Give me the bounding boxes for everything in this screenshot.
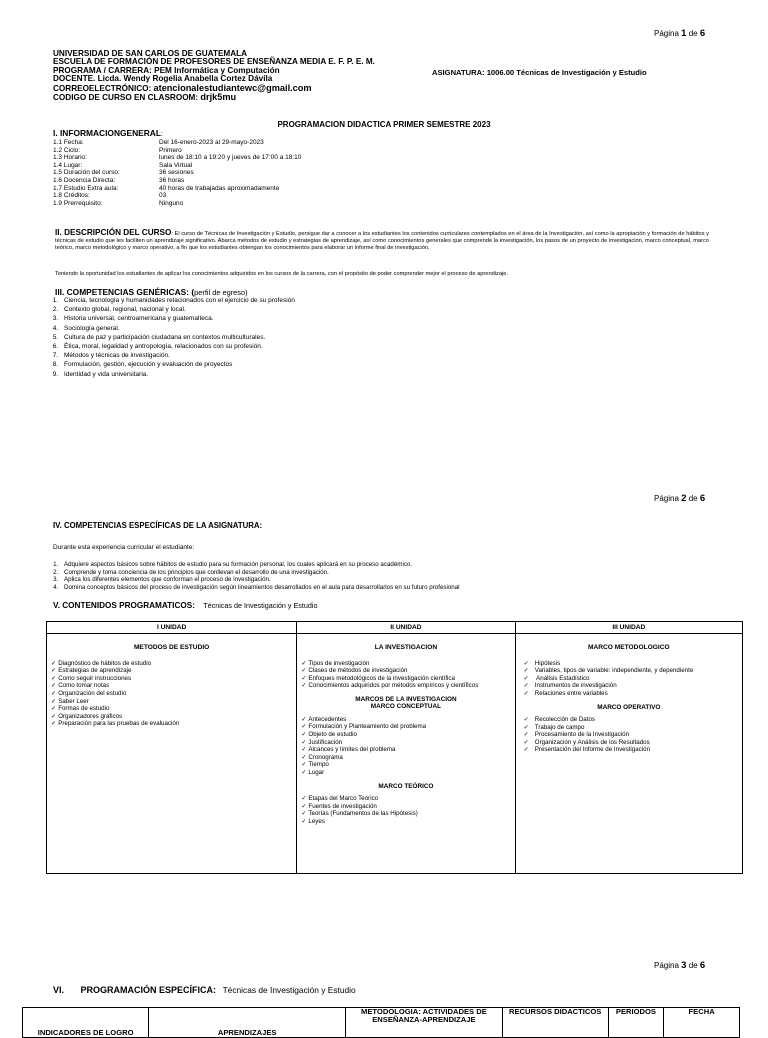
unit-2-conceptual-item: ✓ Objeto de estudio [301, 731, 510, 739]
unit-1-item: ✓ Como seguir instrucciones [51, 675, 292, 683]
course-description [55, 229, 709, 252]
page-label-num: 1 [681, 28, 687, 39]
section-1-title [53, 128, 163, 138]
info-label: 1.4 Lugar: [53, 161, 83, 169]
specific-competency-item: 2. Comprende y toma conciencia de los principios que conllevan el desarrollo de una investigación. [60, 569, 740, 577]
info-row [53, 185, 301, 193]
competency-item: 9. Identidad y vida universitaria. [60, 370, 660, 379]
page-label-of: de [688, 29, 698, 38]
unit-1-item: ✓ Saber Leer [51, 698, 292, 706]
info-row [53, 200, 301, 208]
info-value: 36 sesiones [159, 169, 194, 177]
unit-3-list-2 [520, 716, 738, 754]
col-aprendizajes: APRENDIZAJES [149, 1008, 346, 1038]
page-label-num: 3 [681, 960, 687, 971]
section-4-intro: Durante esta experiencia curricular el estudiante: [53, 544, 195, 551]
page-number-1 [654, 28, 705, 39]
info-value: Primero [159, 146, 182, 154]
content-units-table [46, 621, 743, 874]
unit-3-header: III UNIDAD [515, 622, 742, 634]
subject-line: ASIGNATURA: 1006.00 Técnicas de Investigación y Estudio [432, 68, 647, 77]
competency-item: 4. Sociología general. [60, 324, 660, 333]
info-label: 1.2 Ciclo: [53, 146, 81, 154]
unit-3-operative-item: ✓ Trabajo de campo [520, 724, 738, 732]
unit-2-conceptual-item: ✓ Cronograma [301, 754, 510, 762]
info-value: Del 16-enero-2023 al 29-mayo-2023 [159, 139, 264, 146]
info-row [53, 169, 301, 177]
unit-1-item: ✓ Diagnóstico de hábitos de estudio [51, 660, 292, 668]
unit-1-title: METODOS DE ESTUDIO [133, 644, 210, 651]
section-1-heading: I. INFORMACIONGENERAL [53, 128, 161, 138]
unit-3-operative-item: ✓ Organización y Análisis de los Resultados [520, 739, 738, 747]
info-value: Sala Virtual [159, 161, 193, 169]
unit-3-item: ✓ Instrumentos de investigación [520, 682, 738, 690]
info-value: Ninguno [159, 199, 184, 207]
unit-2-item: ✓ Conocimientos adquiridos por métodos empíricos y científicos [301, 682, 510, 690]
unit-1-content [47, 634, 297, 874]
section-6-title [53, 985, 356, 995]
competency-item: 5. Cultura de paz y participación ciudadana en contextos multiculturales. [60, 333, 660, 342]
info-label: 1.6 Docencia Directa: [53, 176, 116, 184]
unit-3-operative-item: ✓ Procesamiento de la Investigación [520, 731, 738, 739]
unit-1-item: ✓ Preparación para las pruebas de evaluación [51, 720, 292, 728]
competency-item: 6. Ética, moral, legalidad y antropología, relacionados con su profesión. [60, 342, 660, 351]
section-5-subtitle: Técnicas de Investigación y Estudio [203, 601, 318, 610]
program-line: PROGRAMA / CARRERA: PEM Informática y Computación [53, 65, 280, 75]
document-header [53, 50, 375, 102]
unit-2-conceptual-item: ✓ Lugar [301, 769, 510, 777]
unit-3-item: ✓ Hipótesis [520, 660, 738, 668]
competency-item: 1. Ciencia, tecnología y humanidades relacionados con el ejercicio de su profesión [60, 296, 660, 305]
unit-2-list [301, 660, 510, 690]
info-row [53, 192, 301, 200]
document-title: PROGRAMACION DIDACTICA PRIMER SEMESTRE 2023 [277, 120, 491, 129]
info-label: 1.9 Prerrequisito: [53, 199, 103, 207]
competency-item: 8. Formulación, gestión, ejecución y evaluación de proyectos [60, 360, 660, 369]
info-label: 1.8 Créditos: [53, 192, 90, 200]
unit-2-theoretical-item: ✓ Leyes [301, 818, 510, 826]
info-value: 03 [159, 192, 167, 200]
section-6-subtitle: Técnicas de Investigación y Estudio [222, 985, 356, 995]
classroom-code-label: CODIGO DE CURSO EN CLASROOM: [53, 93, 201, 103]
section-5-title [53, 601, 317, 610]
classroom-code-line [53, 93, 375, 102]
page-number-3 [654, 960, 705, 971]
unit-3-content [515, 634, 742, 874]
unit-2-theoretical-item: ✓ Etapas del Marco Teórico [301, 795, 510, 803]
section-3-subtitle: perfil de egreso) [194, 288, 248, 297]
specific-competency-item: 1. Adquiere aspectos básicos sobre hábitos de estudio para su formación personal, los cuales aplicará en su proceso académico. [60, 561, 740, 569]
unit-1-item: ✓ Estrategias de aprendizaje [51, 667, 292, 675]
general-info-table [53, 139, 301, 207]
competency-item: 7. Métodos y técnicas de investigación. [60, 351, 660, 360]
unit-2-content [297, 634, 515, 874]
email-label: CORREOELECTRÓNICO: [53, 83, 154, 93]
specific-competencies-list [40, 561, 740, 591]
unit-3-list [520, 660, 738, 698]
col-fecha: FECHA [664, 1008, 740, 1038]
unit-2-item: ✓ Enfoques metodológicos de la investigación científica [301, 675, 510, 683]
generic-competencies-list [40, 296, 660, 379]
info-label: 1.1 Fecha: [53, 139, 84, 146]
teacher-line: DOCENTE. Licda. Wendy Rogelia Anabella Cortez Dávila [53, 74, 273, 84]
unit-2-theoretical-item: ✓ Fuentes de investigación [301, 803, 510, 811]
unit-2-list-2 [301, 716, 510, 777]
section-1-colon: : [160, 129, 164, 138]
col-indicadores: INDICADORES DE LOGRO [23, 1008, 149, 1038]
info-row [53, 139, 301, 147]
section-6-heading: PROGRAMACIÓN ESPECÍFICA: [80, 985, 217, 995]
info-label: 1.5 Duración del curso: [53, 169, 120, 177]
unit-1-item: ✓ Organizadores gráficos [51, 713, 292, 721]
page-label-of: de [688, 494, 698, 503]
page-number-2 [654, 493, 705, 504]
unit-2-item: ✓ Tipos de investigación [301, 660, 510, 668]
competency-item: 3. Historia universal, centroamericana y guatemalteca. [60, 314, 660, 323]
section-4-title: IV. COMPETENCIAS ESPECÍFICAS DE LA ASIGNATURA: [53, 521, 263, 530]
specific-competency-item: 4. Domina conceptos básicos del proceso de investigación según lineamientos desarrollados en el aula para desarrollarlos en su futuro profesional [60, 584, 740, 592]
info-label: 1.7 Estudio Extra aula: [53, 184, 119, 192]
page-label-of: de [688, 961, 698, 970]
unit-3-subheading: MARCO OPERATIVO [597, 703, 661, 711]
info-label: 1.3 Horario: [53, 154, 87, 162]
section-3-heading: III. COMPETENCIAS GENÉRICAS: ( [55, 287, 195, 297]
classroom-code-value: drjk5mu [200, 92, 237, 103]
competency-item: 2. Contexto global, regional, nacional y local. [60, 305, 660, 314]
unit-2-subheading-1-line2: MARCO CONCEPTUAL [370, 703, 442, 711]
unit-3-item: ✓ Variables, tipos de variable: independiente, y dependiente [520, 667, 738, 675]
unit-2-item: ✓ Clases de métodos de investigación [301, 667, 510, 675]
school-name: ESCUELA DE FORMACIÓN DE PROFESORES DE ENSEÑANZA MEDIA E. F. P. E. M. [53, 57, 375, 67]
unit-3-item: ✓ Análisis Estadístico [520, 675, 738, 683]
specific-competency-item: 3. Aplica los diferentes elementos que conforman el proceso de investigación. [60, 576, 740, 584]
unit-2-subheading-1 [301, 696, 510, 711]
unit-2-subheading-1-line1: MARCOS DE LA INVESTIGACION [355, 695, 457, 703]
unit-2-theoretical-item: ✓ Teorías (Fundamentos de las Hipótesis) [301, 810, 510, 818]
page-label-total: 6 [699, 28, 706, 39]
university-name: UNIVERSIDAD DE SAN CARLOS DE GUATEMALA [53, 49, 248, 58]
page-label-prefix: Página [654, 29, 679, 38]
email-value: atencionalestudiantewc@gmail.com [153, 82, 312, 93]
page-label-prefix: Página [654, 961, 679, 970]
unit-1-item: ✓ Organización del estudio [51, 690, 292, 698]
unit-1-list [51, 660, 292, 728]
page-label-prefix: Página [654, 494, 679, 503]
section-2-text: : El curso de Técnicas de Investigación y Estudio, persigue dar a conocer a los estudiantes los contenidos curriculares contemplados en el área de la Investigación, así como la apropiación y formación de hábitos y técnicas de estudio que les faciliten un aprendizaje significativo. Abarca métodos de estudio y estrategias de aprendizaje, así como conocimientos generales que comprende la investigación, los pasos de un proyecto de investigación, marco conceptual, marco teórico, marco metodológico y marco operativo, a fin que los estudiantes obtengan los conocimientos para elaborar un informe final de investigación. [55, 231, 709, 251]
unit-2-conceptual-item: ✓ Justificación [301, 739, 510, 747]
section-5-heading: V. CONTENIDOS PROGRAMATICOS: [53, 601, 195, 610]
page-label-total: 6 [699, 493, 706, 504]
col-periodos: PERIODOS [608, 1008, 664, 1038]
section-2-title: II. DESCRIPCIÓN DEL CURSO [55, 228, 172, 237]
page-label-num: 2 [681, 493, 687, 504]
info-row [53, 154, 301, 162]
unit-2-conceptual-item: ✓ Alcances y límites del problema [301, 746, 510, 754]
unit-2-list-3 [301, 795, 510, 825]
info-value: 40 horas de trabajadas aproximadamente [159, 184, 280, 192]
unit-1-item: ✓ Como tomar notas [51, 682, 292, 690]
info-row [53, 162, 301, 170]
section-6-number: VI. [53, 985, 65, 995]
unit-3-item: ✓ Relaciones entre variables [520, 690, 738, 698]
specific-programming-table [22, 1007, 740, 1038]
unit-2-conceptual-item: ✓ Antecedentes [301, 716, 510, 724]
unit-2-conceptual-item: ✓ Tiempo [301, 761, 510, 769]
course-description-2: Teniendo la oportunidad los estudiantes de aplicar los conocimientos adquiridos en los cursos de la carrera, con el propósito de poder comprender mejor el proceso de aprendizaje. [55, 271, 509, 277]
unit-2-conceptual-item: ✓ Formulación y Planteamiento del problema [301, 723, 510, 731]
unit-3-operative-item: ✓ Presentación del Informe de Investigación [520, 746, 738, 754]
info-row [53, 147, 301, 155]
col-recursos: RECURSOS DIDACTICOS [502, 1008, 608, 1038]
page-label-total: 6 [699, 960, 706, 971]
info-value: lunes de 18:10 a 19:20 y jueves de 17:00 a 18:10 [159, 154, 302, 162]
col-metodologia: METODOLOGIA: ACTIVIDADES DE ENSEÑANZA-APRENDIZAJE [346, 1008, 503, 1038]
info-value: 36 horas [159, 176, 185, 184]
info-row [53, 177, 301, 185]
unit-3-title: MARCO METODOLOGICO [588, 644, 670, 651]
unit-2-subheading-2: MARCO TEÓRICO [378, 782, 434, 790]
unit-2-header: II UNIDAD [297, 622, 515, 634]
unit-1-header: I UNIDAD [47, 622, 297, 634]
unit-2-title: LA INVESTIGACION [374, 644, 438, 651]
unit-1-item: ✓ Formas de estudio [51, 705, 292, 713]
unit-3-operative-item: ✓ Recolección de Datos [520, 716, 738, 724]
